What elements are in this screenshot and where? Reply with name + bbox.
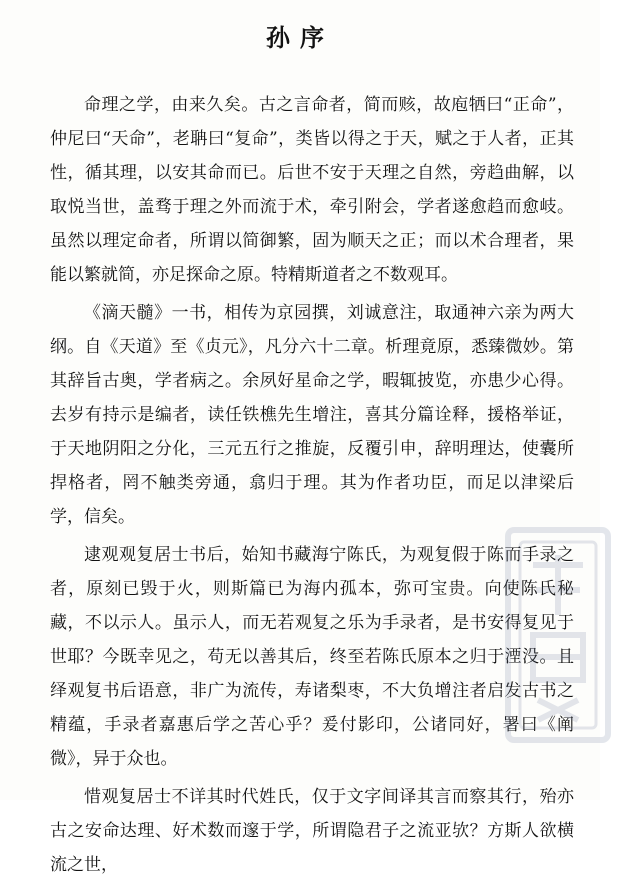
paragraph-2: 《滴天髓》一书，相传为京园撰，刘诚意注，取通神六亲为两大纲。自《天道》至《贞元》，凡分六十二章。析理竟原，悉臻微妙。第其辞旨古奥，学者病之。余夙好星命之学，暇辄披览，亦患少心得。去岁有持示是编者，读任铁樵先生增注，喜其分篇诠释，援格举证，于天地阴阳之分化，三元五行之推旋，反覆引申，辞明理达，使囊所捍格者，罔不触类旁通，翕归于理。其为作者功臣，而足以津梁后学，信矣。 — [50, 303, 574, 527]
page-title: 孙序 — [266, 24, 334, 52]
paragraph-1: 命理之学，由来久矣。古之言命者，简而赅，故庖牺曰“正命”，仲尼曰“天命”，老聃曰“复命”，类皆以得之于天，赋之于人者，正其性，循其理，以安其命而已。后世不安于天理之自然，旁趋曲解，以取悦当世，盖骛于理之外而流于术，牵引附会，学者遂愈趋而愈岐。虽然以理定命者，所谓以简御繁，固为顺天之正；而以术合理者，果能以繁就简，亦足探命之原。特精斯道者之不数观耳。 — [50, 95, 574, 285]
preface-body — [50, 88, 574, 882]
paragraph-3: 逮观观复居士书后，始知书藏海宁陈氏，为观复假于陈而手录之者，原刻已毁于火，则斯篇已为海内孤本，弥可宝贵。向使陈氏秘藏，不以示人。虽示人，而无若观复之乐为手录者，是书安得复见于世耶？今既幸见之，苟无以善其后，终至若陈氏原本之归于湮没。且绎观复书后语意，非广为流传，寿诸梨枣，不大负增注者启发古书之精蕴，手录者嘉惠后学之苦心乎？爰付影印，公诸同好，署曰《阐微》，异于众也。 — [50, 545, 574, 769]
paragraph-4: 惜观复居士不详其时代姓氏，仅于文字间译其言而察其行，殆亦古之安命达理、好术数而邃于学，所谓隐君子之流亚欤？方斯人欲横流之世， — [50, 787, 574, 875]
